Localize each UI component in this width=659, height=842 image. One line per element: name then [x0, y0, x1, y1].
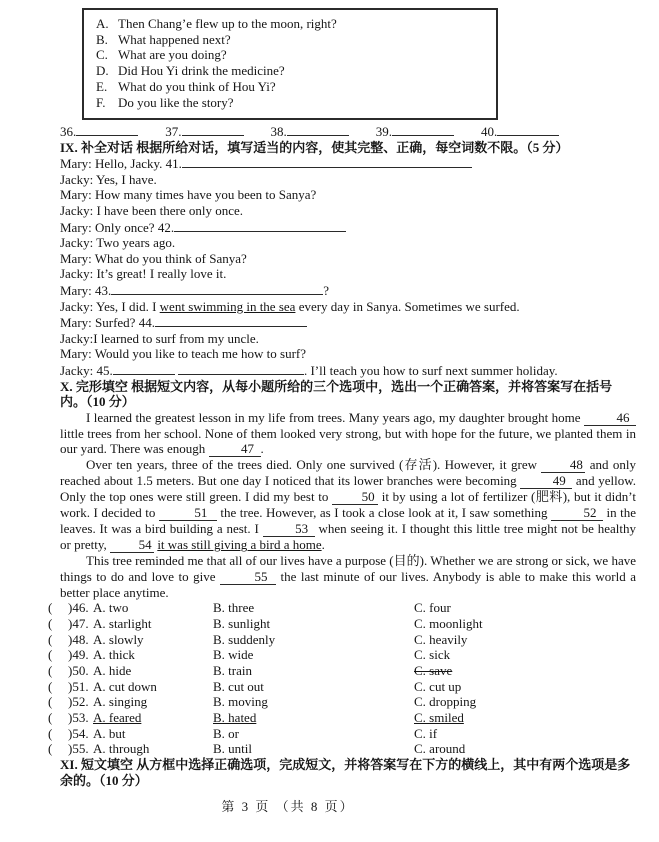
mc-option: A. but — [93, 725, 126, 741]
dialogue-section — [60, 155, 636, 378]
question-number: )53. — [68, 710, 89, 726]
answer-write-line — [392, 123, 454, 136]
text-run: it was still giving a bird a home — [157, 537, 322, 553]
mc-option: A. two — [93, 600, 129, 616]
answer-blank — [481, 124, 559, 139]
cloze-blank-52: 52 — [551, 506, 603, 521]
answer-write-line — [113, 362, 175, 375]
text-run: it by using a lot of fertilizer (肥料), but it didn’t work. I decided to — [60, 489, 636, 521]
option-letter: F. — [96, 94, 106, 110]
mc-question-row — [48, 679, 636, 695]
cloze-blank-49: 49 — [520, 474, 572, 489]
page-content — [48, 123, 636, 815]
answer-write-line — [182, 155, 472, 168]
mc-option: A. slowly — [93, 631, 144, 647]
answer-blank-number: 37. — [165, 124, 182, 139]
mc-question-row — [48, 632, 636, 648]
cloze-blank-48: 48 — [541, 458, 585, 473]
dialogue-line — [60, 331, 636, 347]
text-run: and only reached about 1.5 meters. But one day I noticed that its lower branches were becoming — [60, 457, 636, 489]
cloze-blank-54: 54 — [110, 538, 154, 553]
dialogue-line — [60, 314, 636, 331]
text-run: when seeing it. I thought this little tree might not be healthy or pretty, — [60, 521, 636, 553]
cloze-passage — [60, 410, 636, 601]
mc-option: C. cut up — [414, 678, 462, 694]
text-run: the last minute of our lives. Anybody is able to make this world a better place anytime. — [60, 568, 636, 600]
mc-question-row — [48, 616, 636, 632]
text-run: Jacky: It’s great! I really love it. — [60, 266, 227, 282]
mc-option: C. around — [414, 741, 466, 757]
dialogue-line — [60, 266, 636, 282]
dialogue-line — [60, 203, 636, 219]
mc-option: A. starlight — [93, 616, 152, 632]
answer-blank-number: 38. — [270, 124, 287, 139]
answer-write-line — [111, 282, 323, 295]
text-run: Mary: Surfed? 44. — [60, 315, 155, 331]
answer-blank-number: 36. — [60, 124, 77, 139]
dialogue-line — [60, 346, 636, 362]
question-number: )48. — [68, 631, 89, 647]
answer-write-line — [497, 123, 559, 136]
mc-option: C. sick — [414, 647, 451, 663]
answer-paren: ( — [48, 694, 53, 710]
option-letter: D. — [96, 63, 109, 79]
text-run: Jacky:I learned to surf from my uncle. — [60, 330, 259, 346]
cloze-paragraph — [60, 410, 636, 458]
answer-paren: ( — [48, 678, 53, 694]
cloze-blank-50: 50 — [332, 490, 378, 505]
text-run: . I’ll teach you how to surf next summer holiday. — [303, 362, 558, 378]
question-number: )55. — [68, 741, 89, 757]
option-letter: B. — [96, 31, 108, 47]
dialogue-line — [60, 282, 636, 299]
dialogue-line — [60, 219, 636, 236]
mc-question-row — [48, 694, 636, 710]
mc-option: A. thick — [93, 647, 135, 663]
mc-option: B. suddenly — [213, 631, 276, 647]
mc-question-row — [48, 647, 636, 663]
cloze-blank-51: 51 — [159, 506, 217, 521]
option-item — [96, 79, 488, 95]
answer-paren: ( — [48, 710, 53, 726]
answer-paren: ( — [48, 725, 53, 741]
dialogue-line — [60, 362, 636, 379]
answer-blank — [60, 124, 138, 139]
mc-option: B. hated — [213, 710, 257, 726]
option-letter: C. — [96, 47, 108, 63]
mc-option: C. heavily — [414, 631, 468, 647]
text-run: Jacky: I have been there only once. — [60, 202, 244, 218]
text-run: Mary: Only once? 42. — [60, 219, 175, 235]
answer-blank — [165, 124, 243, 139]
text-run: Jacky: Two years ago. — [60, 235, 176, 251]
option-text: What are you doing? — [118, 47, 227, 63]
answer-blank — [376, 124, 454, 139]
dialogue-line — [60, 299, 636, 315]
option-letter: A. — [96, 16, 109, 31]
text-run: Mary: Hello, Jacky. 41. — [60, 156, 182, 172]
mc-option: C. moonlight — [414, 616, 483, 632]
mc-option: A. hide — [93, 663, 132, 679]
mc-option: B. cut out — [213, 678, 264, 694]
option-text: Then Chang’e flew up to the moon, right? — [118, 16, 337, 31]
text-run: Jacky: Yes, I have. — [60, 171, 157, 187]
text-run: in the leaves. It was a bird building a nest. I — [60, 505, 636, 537]
cloze-blank-55: 55 — [220, 570, 276, 585]
mc-option: A. feared — [93, 710, 142, 726]
answer-blank-number: 39. — [375, 124, 392, 139]
mc-question-row — [48, 600, 636, 616]
option-text: What happened next? — [118, 31, 231, 47]
text-run: This tree reminded me that all of our lives have a purpose (目的). Whether we are strong or sick, we have things to do and love to give — [60, 553, 636, 584]
dialogue-line — [60, 187, 636, 203]
option-item — [96, 47, 488, 63]
answer-write-line — [178, 362, 304, 375]
answer-paren: ( — [48, 600, 53, 616]
mc-question-row — [48, 726, 636, 742]
answer-paren: ( — [48, 663, 53, 679]
text-run: and yellow. Only the top ones were still green. I did my best to — [60, 473, 636, 505]
cloze-blank-47: 47 — [209, 442, 261, 457]
mc-option: B. three — [213, 600, 255, 616]
mc-question-row — [48, 663, 636, 679]
cloze-paragraph — [60, 553, 636, 600]
answer-blank-number: 40. — [481, 124, 498, 139]
section-ix-heading: IX. 补全对话 根据所给对话，填写适当的内容，使其完整、正确，每空词数不限。（5 分） — [60, 139, 569, 155]
text-run: the tree. However, as I took a close look at it, I saw something — [216, 505, 551, 521]
mc-option: B. sunlight — [213, 616, 271, 632]
option-item — [96, 95, 488, 111]
dialogue-line — [60, 251, 636, 267]
dialogue-line — [60, 155, 636, 172]
text-run: Mary: 43. — [60, 282, 112, 298]
mc-option: B. train — [213, 663, 252, 679]
question-number: )46. — [68, 600, 89, 616]
option-item — [96, 32, 488, 48]
page-footer: 第 3 页 （共 8 页） — [221, 799, 355, 815]
answer-write-line — [174, 219, 346, 232]
section-x-heading: X. 完形填空 根据短文内容，从每小题所给的三个选项中，选出一个正确答案，并将答案写在括号内。（10 分） — [60, 378, 613, 410]
mc-option: B. wide — [213, 647, 254, 663]
text-run: every day in Sanya. Sometimes we surfed. — [295, 298, 520, 314]
mc-option: B. until — [213, 741, 253, 757]
option-text: Did Hou Yi drink the medicine? — [118, 63, 285, 79]
answer-blanks-36-40 — [60, 123, 636, 140]
option-item — [96, 63, 488, 79]
text-run: ? — [323, 282, 330, 298]
answer-paren: ( — [48, 647, 53, 663]
options-box — [82, 8, 498, 120]
cloze-paragraph — [60, 457, 636, 553]
text-run: Over ten years, three of the trees died. Only one survived (存活). However, it grew — [86, 457, 542, 473]
answer-paren: ( — [48, 741, 53, 757]
text-run: Jacky: Yes, I did. I — [60, 298, 160, 314]
cloze-blank-46: 46 — [584, 411, 636, 426]
answer-write-line — [155, 314, 307, 327]
question-number: )50. — [68, 663, 89, 679]
mc-option: C. save — [414, 663, 453, 679]
answer-write-line — [287, 123, 349, 136]
section-xi-heading: XI. 短文填空 从方框中选择正确选项，完成短文，并将答案写在下方的横线上，其中有两个选项是多余的。（10 分） — [60, 757, 631, 788]
mc-option: B. moving — [213, 694, 268, 710]
dialogue-line — [60, 235, 636, 251]
option-text: What do you think of Hou Yi? — [118, 78, 276, 94]
question-number: )54. — [68, 725, 89, 741]
mc-questions — [48, 600, 636, 757]
mc-option: C. smiled — [414, 710, 464, 726]
mc-option: A. through — [93, 741, 150, 757]
text-run: . — [321, 537, 325, 553]
mc-option: A. singing — [93, 694, 148, 710]
answer-paren: ( — [48, 631, 53, 647]
text-run: Jacky: 45. — [60, 362, 113, 378]
text-run: went swimming in the sea — [159, 298, 296, 314]
option-letter: E. — [96, 78, 108, 94]
text-run: Mary: What do you think of Sanya? — [60, 250, 247, 266]
question-number: )47. — [68, 616, 89, 632]
mc-question-row — [48, 710, 636, 726]
mc-question-row — [48, 741, 636, 757]
text-run: Mary: Would you like to teach me how to surf? — [60, 346, 307, 362]
text-run: I learned the greatest lesson in my life from trees. Many years ago, my daughter brought home — [86, 409, 584, 425]
answer-blank — [271, 124, 349, 139]
mc-option: A. cut down — [93, 678, 157, 694]
mc-option: C. dropping — [414, 694, 477, 710]
answer-write-line — [182, 123, 244, 136]
cloze-blank-53: 53 — [263, 522, 315, 537]
answer-write-line — [76, 123, 138, 136]
mc-option: C. four — [414, 600, 451, 616]
question-number: )52. — [68, 694, 89, 710]
question-number: )51. — [68, 678, 89, 694]
text-run: Mary: How many times have you been to Sanya? — [60, 187, 317, 203]
mc-option: B. or — [213, 725, 239, 741]
mc-option: C. if — [414, 725, 438, 741]
question-number: )49. — [68, 647, 89, 663]
text-run: . — [260, 441, 264, 457]
option-text: Do you like the story? — [118, 94, 234, 110]
dialogue-line — [60, 172, 636, 188]
option-item — [96, 16, 488, 32]
text-run: little trees from her school. None of them looked very strong, but with hope for the future, we planted them in our yard. There was enough — [60, 425, 636, 457]
answer-paren: ( — [48, 616, 53, 632]
